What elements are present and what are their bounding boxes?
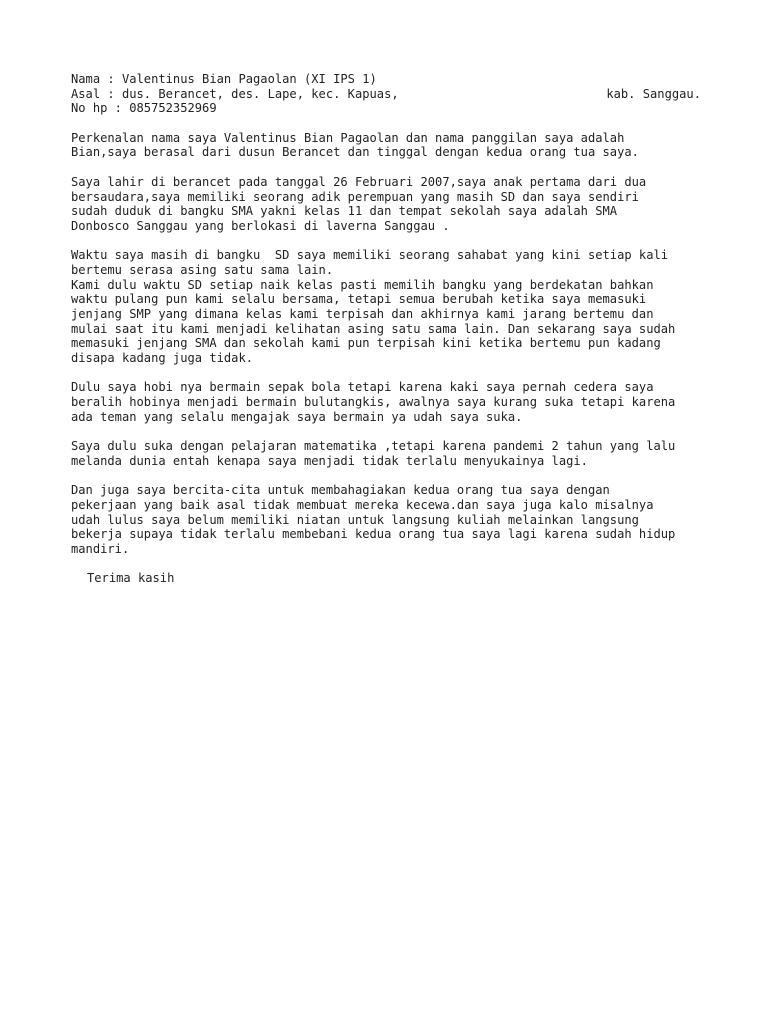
- paragraph-math: [71, 439, 701, 468]
- text-line: Donbosco Sanggau yang berlokasi di laverna Sanggau .: [71, 218, 450, 233]
- text-line: memasuki jenjang SMA dan sekolah kami pun terpisah kini ketika bertemu pun kadang: [71, 336, 661, 351]
- spacer: [71, 425, 701, 440]
- text-line: Bian,saya berasal dari dusun Berancet dan tinggal dengan kedua orang tua saya.: [71, 145, 639, 160]
- phone-line: No hp : 085752352969: [71, 101, 217, 116]
- text-line: udah lulus saya belum memiliki niatan untuk langsung kuliah melainkan langsung: [71, 512, 639, 527]
- text-line: bekerja supaya tidak terlalu membebani kedua orang tua saya lagi karena sudah hidup: [71, 527, 676, 542]
- text-line: Waktu saya masih di bangku SD saya memiliki seorang sahabat yang kini setiap kali: [71, 248, 669, 263]
- address-right: kab. Sanggau.: [606, 86, 701, 101]
- text-line: disapa kadang juga tidak.: [71, 351, 254, 366]
- paragraph-intro: [71, 131, 701, 160]
- spacer: [71, 366, 701, 381]
- paragraph-goals: [71, 483, 701, 556]
- text-line: Perkenalan nama saya Valentinus Bian Pagaolan dan nama panggilan saya adalah: [71, 130, 625, 145]
- text-line: pekerjaan yang baik asal tidak membuat mereka kecewa.dan saya juga kalo misalnya: [71, 497, 654, 512]
- spacer: [71, 557, 701, 572]
- paragraph-hobby: [71, 380, 701, 424]
- text-line: Saya dulu suka dengan pelajaran matematika ,tetapi karena pandemi 2 tahun yang lalu: [71, 439, 676, 454]
- text-line: jenjang SMP yang dimana kelas kami terpisah dan akhirnya kami jarang bertemu dan: [71, 307, 654, 321]
- address-left: Asal : dus. Berancet, des. Lape, kec. Kapuas,: [71, 86, 399, 101]
- text-line: Dan juga saya bercita-cita untuk membahagiakan kedua orang tua saya dengan: [71, 483, 610, 498]
- text-line: Saya lahir di berancet pada tanggal 26 Februari 2007,saya anak pertama dari dua: [71, 174, 647, 189]
- text-line: bertemu serasa asing satu sama lain.: [71, 262, 334, 277]
- paragraph-friend: [71, 248, 701, 366]
- text-line: waktu pulang pun kami selalu bersama, tetapi semua berubah ketika saya memasuki: [71, 292, 647, 307]
- spacer: [71, 116, 701, 131]
- document-page: [71, 72, 701, 586]
- text-line: beralih hobinya menjadi bermain bulutangkis, awalnya saya kurang suka tetapi karena: [71, 395, 676, 410]
- text-line: melanda dunia entah kenapa saya menjadi tidak terlalu menyukainya lagi.: [71, 453, 588, 468]
- text-line: Dulu saya hobi nya bermain sepak bola tetapi karena kaki saya pernah cedera saya: [71, 380, 654, 395]
- spacer: [71, 234, 701, 249]
- text-line: bersaudara,saya memiliki seorang adik perempuan yang masih SD dan saya sendiri: [71, 189, 639, 204]
- name-line: Nama : Valentinus Bian Pagaolan (XI IPS 1): [71, 72, 377, 86]
- text-line: Kami dulu waktu SD setiap naik kelas pasti memilih bangku yang berdekatan bahkan: [71, 277, 654, 292]
- spacer: [71, 160, 701, 175]
- spacer: [71, 469, 701, 484]
- text-line: mulai saat itu kami menjadi kelihatan asing satu sama lain. Dan sekarang saya sudah: [71, 321, 676, 336]
- header-block: [71, 72, 701, 116]
- closing-text: Terima kasih: [87, 571, 175, 586]
- text-line: ada teman yang selalu mengajak saya bermain ya udah saya suka.: [71, 409, 523, 424]
- text-line: mandiri.: [71, 542, 130, 556]
- text-line: sudah duduk di bangku SMA yakni kelas 11 dan tempat sekolah saya adalah SMA: [71, 204, 618, 219]
- paragraph-birth: [71, 175, 701, 234]
- address-line: [71, 87, 701, 102]
